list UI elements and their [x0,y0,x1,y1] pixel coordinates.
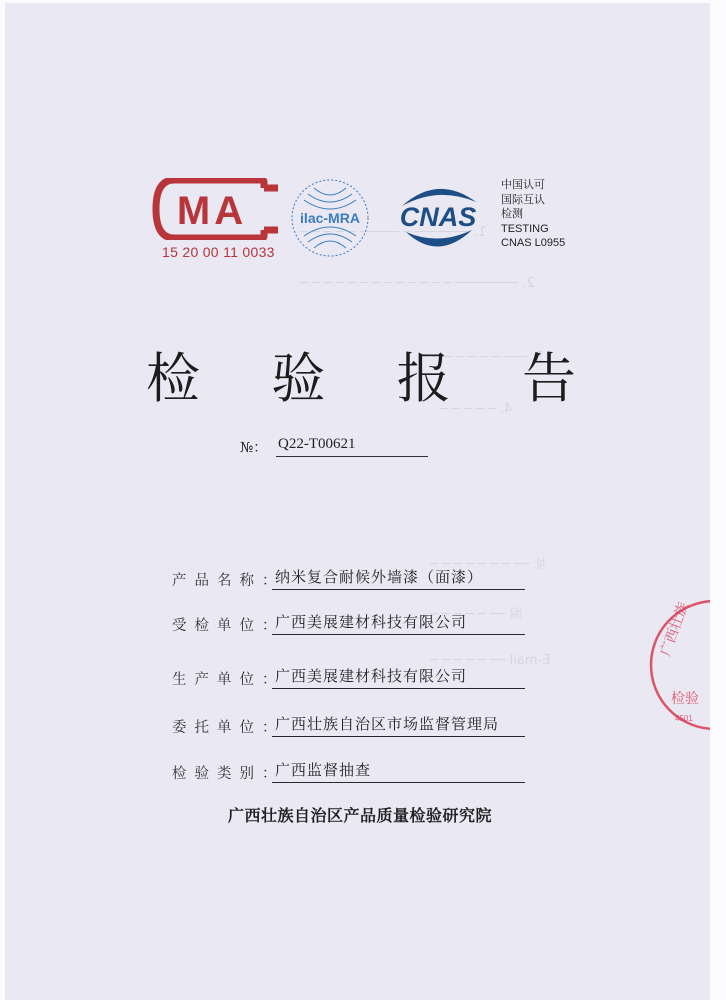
bleed-through-text: 1. ─────── ─ ───── ─ ─ ─ ─ ─ [300,225,487,240]
bleed-through-text: E-mail ── ─ ─ ─ ─ ─ [430,653,551,668]
cnas-caption [501,178,565,251]
bleed-through-text: 编 ── ─ ─ ─ ─ ─ [430,607,523,622]
cnas-caption-line: 检测 [501,208,523,220]
field-label: 产品名称： [172,573,285,589]
field-label: 委托单位： [172,720,285,736]
svg-text:MA: MA [176,189,248,233]
bleed-through-text: 2. ──────── ─ ─ ─ ─ ─ ─ ─ ─ ─ ─ ─ ─ ─ [300,276,535,291]
field-label: 生产单位： [172,672,285,688]
svg-text:广西壮族: 广西壮族 [657,600,692,659]
field-value: 广西监督抽查 [272,759,525,783]
cnas-caption-line: 国际互认 [501,193,545,206]
field-value: 纳米复合耐候外墙漆（面漆） [272,566,525,590]
cnas-caption-line: 中国认可 [501,179,545,191]
field-value: 广西壮族自治区市场监督管理局 [272,713,525,737]
field-label: 受检单位： [172,618,285,634]
bleed-through-text: 4. ─ ─ ─ ─ ─ [440,402,513,417]
bleed-through-text: 3. ─── ─ ─ ─ ─ ─ ─ ─ [420,350,544,365]
title-char: 检 [146,347,200,410]
title-char: 报 [396,347,451,410]
field-product-name [172,566,525,590]
cnas-logo-icon [392,180,484,256]
cma-logo-icon [152,178,282,240]
svg-text:4501: 4501 [675,714,693,723]
field-entrusting-unit [172,713,525,737]
field-label: 检验类别： [172,766,285,782]
ilac-mra-logo-icon [290,178,370,258]
title-char: 告 [521,347,576,410]
field-manufacturer [172,665,525,689]
field-inspected-unit [172,611,525,635]
svg-text:CNAS: CNAS [399,202,477,232]
institute-name: 广西壮族自治区产品质量检验研究院 [227,806,492,825]
report-number-label: №： [240,440,268,456]
bleed-through-text: 址 ── ─ ─ ─ ─ ─ ─ ─ [430,557,547,572]
page-title [146,336,576,413]
cnas-caption-line: TESTING [501,222,549,235]
cnas-caption-line: CNAS L0955 [501,237,566,249]
report-number-value: Q22-T00621 [276,436,428,457]
svg-text:ilac-MRA: ilac-MRA [300,210,360,226]
svg-text:检验: 检验 [671,691,699,707]
field-value: 广西美展建材科技有限公司 [272,611,525,635]
field-value: 广西美展建材科技有限公司 [272,665,525,689]
cma-number: 15 20 00 11 0033 [162,244,275,260]
document-page [5,3,710,1000]
title-char: 验 [271,347,326,410]
scan-edge [710,0,726,1000]
field-inspection-type [172,759,525,783]
